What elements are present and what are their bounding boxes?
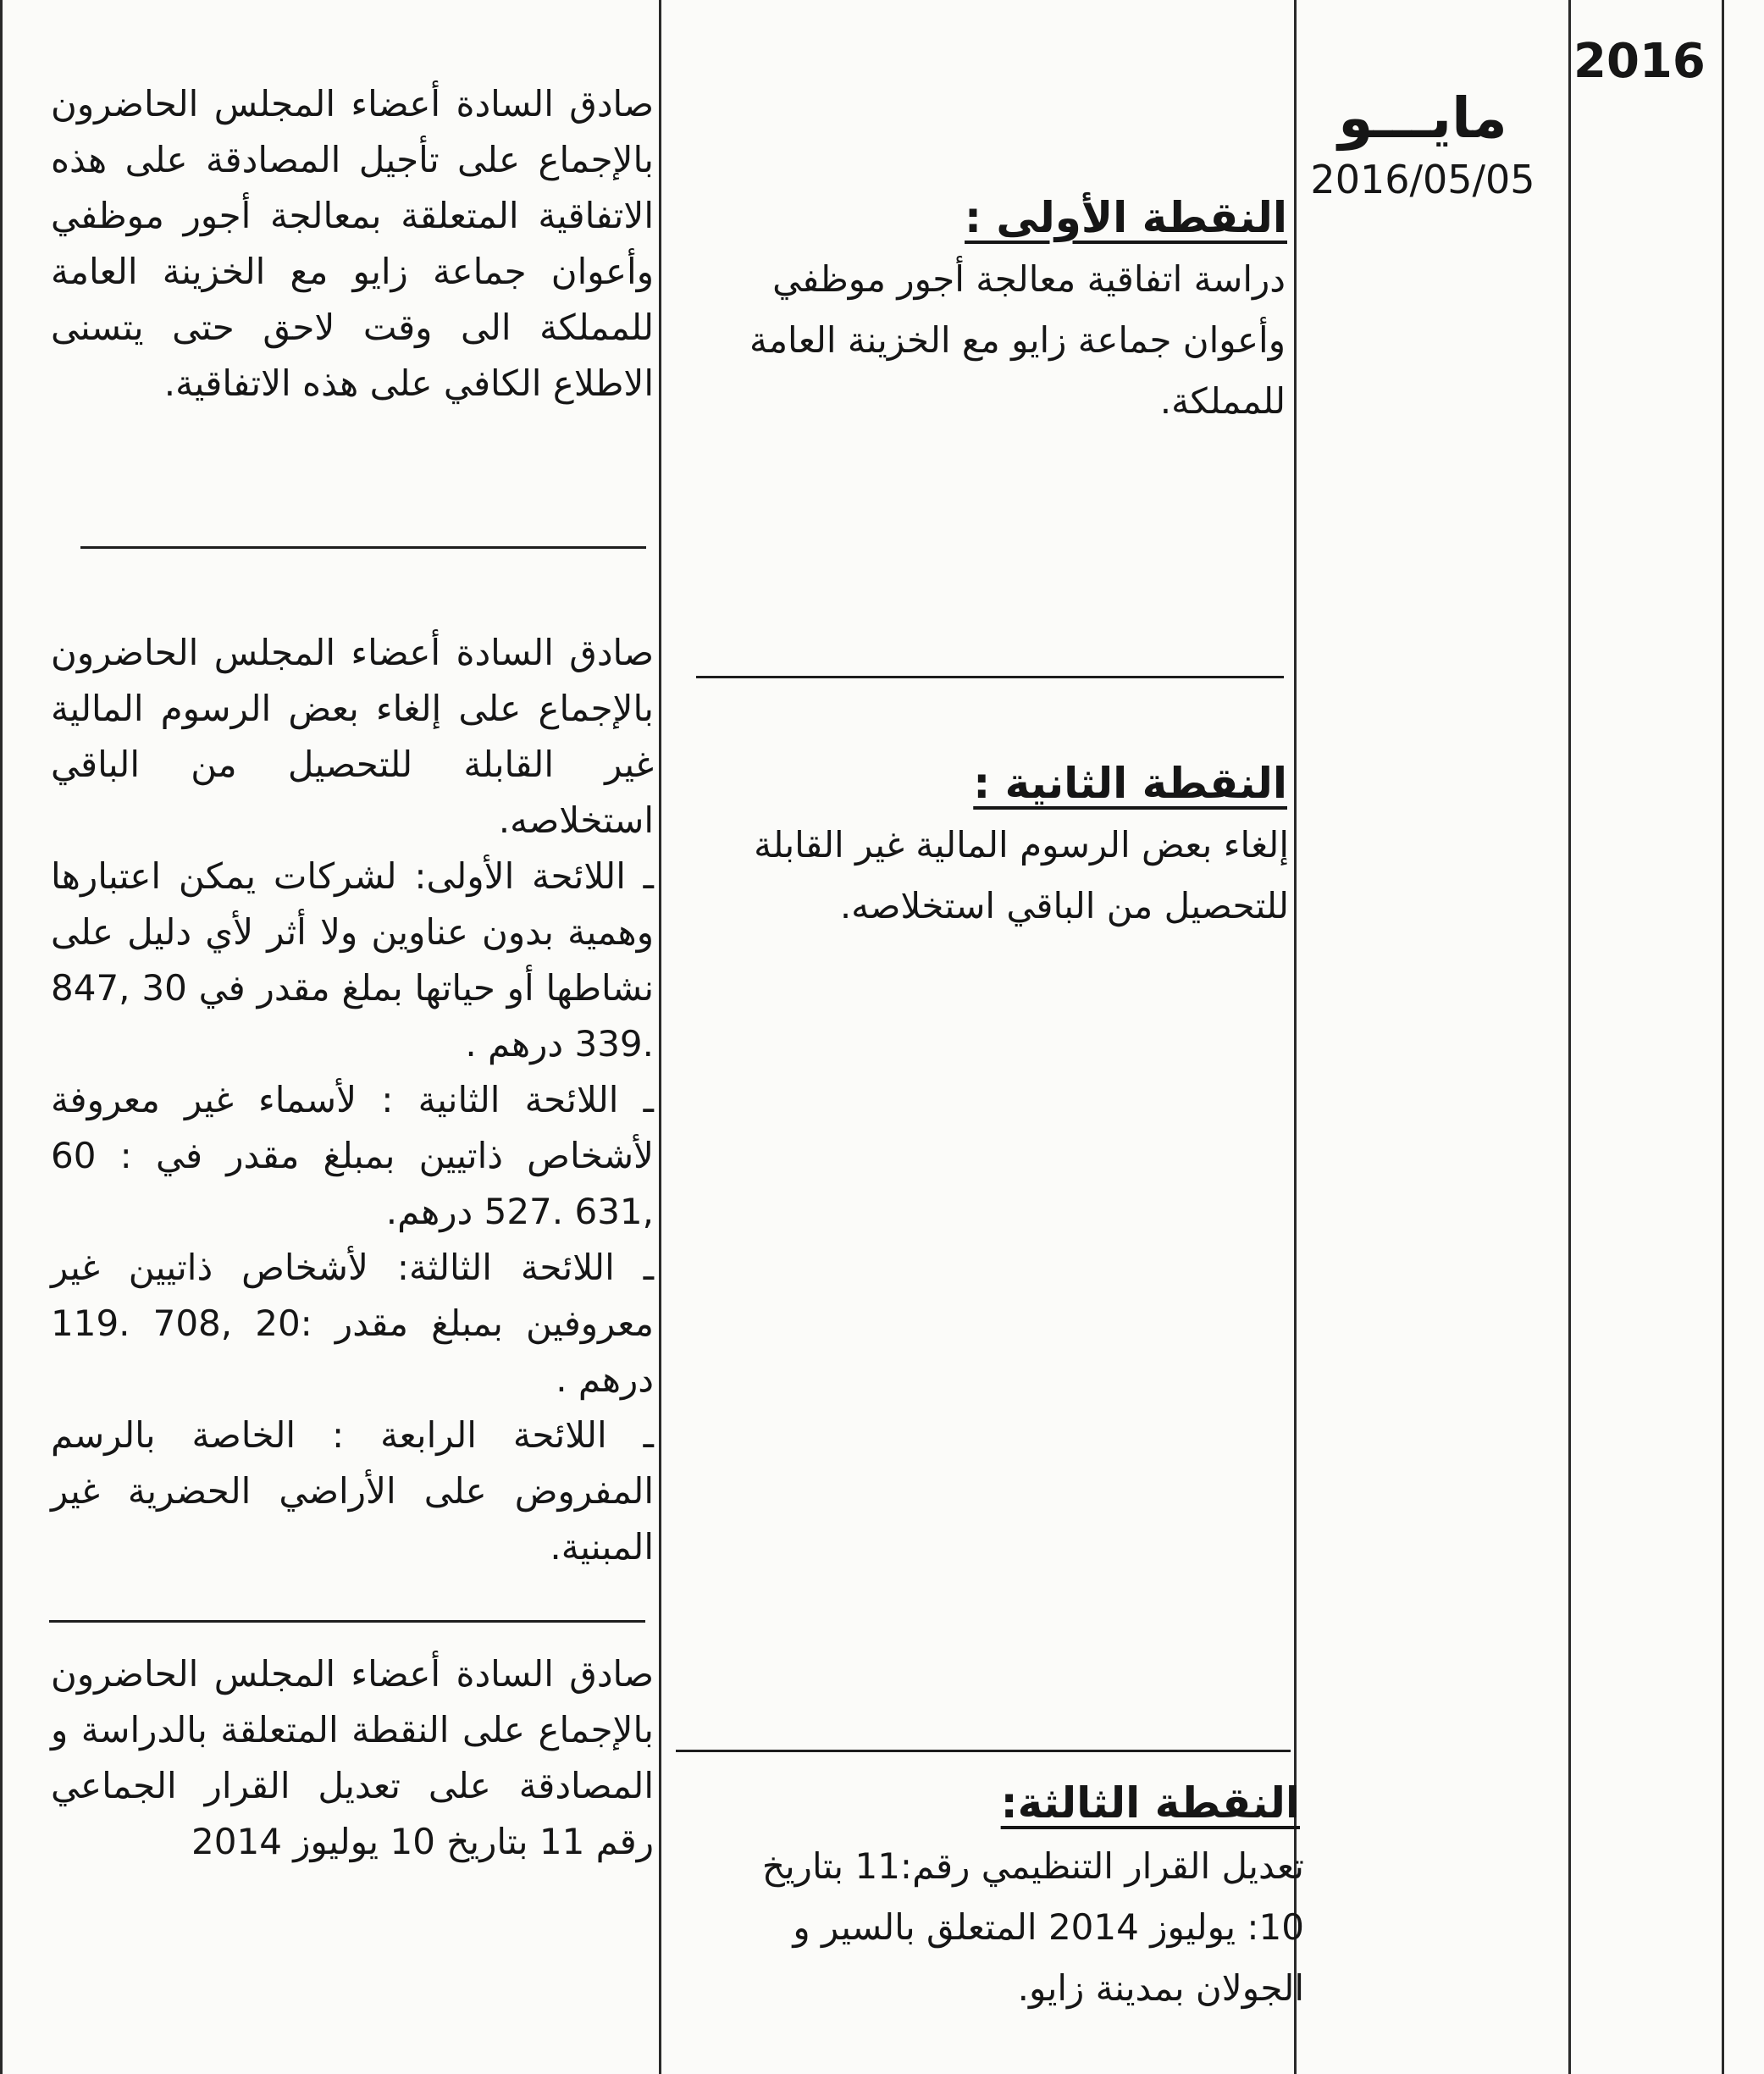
column-rule	[1568, 0, 1571, 2074]
decision-2-list-3: ـ اللائحة الثالثة: لأشخاص ذاتيين غير معروفين بمبلغ مقدر :20 ,708 .119 درهم .	[51, 1247, 654, 1400]
decision-1-text: صادق السادة أعضاء المجلس الحاضرون بالإجماع على تأجيل المصادقة على هذه الاتفاقية المتعلقة بمعالجة أجور موظفي وأعوان جماعة زايو مع الخزينة العامة للمملكة الى وقت لاحق حتى يتسنى الاطلاع الكافي على هذه الاتفاقية.	[51, 83, 654, 404]
decision-separator	[49, 1620, 645, 1623]
decision-1	[51, 76, 654, 412]
month-label: مايـــو	[1338, 86, 1507, 151]
decision-3-text: صادق السادة أعضاء المجلس الحاضرون بالإجماع على النقطة المتعلقة بالدراسة و المصادقة على تعديل القرار الجماعي رقم 11 بتاريخ 10 يوليوز 2014	[51, 1653, 654, 1862]
decision-3	[51, 1646, 654, 1870]
topic-2-title: النقطة الثانية :	[973, 759, 1287, 808]
topic-1-text: دراسة اتفاقية معالجة أجور موظفي وأعوان جماعة زايو مع الخزينة العامة للمملكة.	[749, 258, 1286, 422]
column-rule	[1722, 0, 1724, 2074]
topic-2-text: إلغاء بعض الرسوم المالية غير القابلة للتحصيل من الباقي استخلاصه.	[754, 824, 1289, 926]
column-rule	[1294, 0, 1297, 2074]
topic-3-text: تعديل القرار التنظيمي رقم:11 بتاريخ 10: يوليوز 2014 المتعلق بالسير و الجولان بمدينة زايو.	[761, 1845, 1304, 2009]
column-rule	[659, 0, 661, 2074]
topic-1-title: النقطة الأولى :	[965, 193, 1287, 242]
topic-3-title: النقطة الثالثة:	[1000, 1778, 1300, 1828]
meeting-date: 2016/05/05	[1310, 157, 1535, 202]
decision-2-list-2: ـ اللائحة الثانية : لأسماء غير معروفة لأشخاص ذاتيين بمبلغ مقدر في : 60 ,631 .527 درهم.	[51, 1079, 654, 1232]
decision-2	[51, 625, 654, 1575]
topic-separator	[676, 1750, 1291, 1752]
column-rule	[0, 0, 3, 2074]
decision-2-list-1: ـ اللائحة الأولى: لشركات يمكن اعتبارها وهمية بدون عناوين ولا أثر لأي دليل على نشاطها أو حياتها بملغ مقدر في 30 ,847 .339 درهم .	[51, 855, 655, 1065]
topic-separator	[696, 676, 1284, 678]
decision-2-intro: صادق السادة أعضاء المجلس الحاضرون بالإجماع على إلغاء بعض الرسوم المالية غير القابلة للتحصيل من الباقي استخلاصه.	[51, 632, 654, 841]
year-label: 2016	[1573, 34, 1706, 89]
decision-2-list-4: ـ اللائحة الرابعة : الخاصة بالرسم المفروض على الأراضي الحضرية غير المبنية.	[51, 1414, 654, 1568]
decision-separator	[80, 546, 646, 549]
